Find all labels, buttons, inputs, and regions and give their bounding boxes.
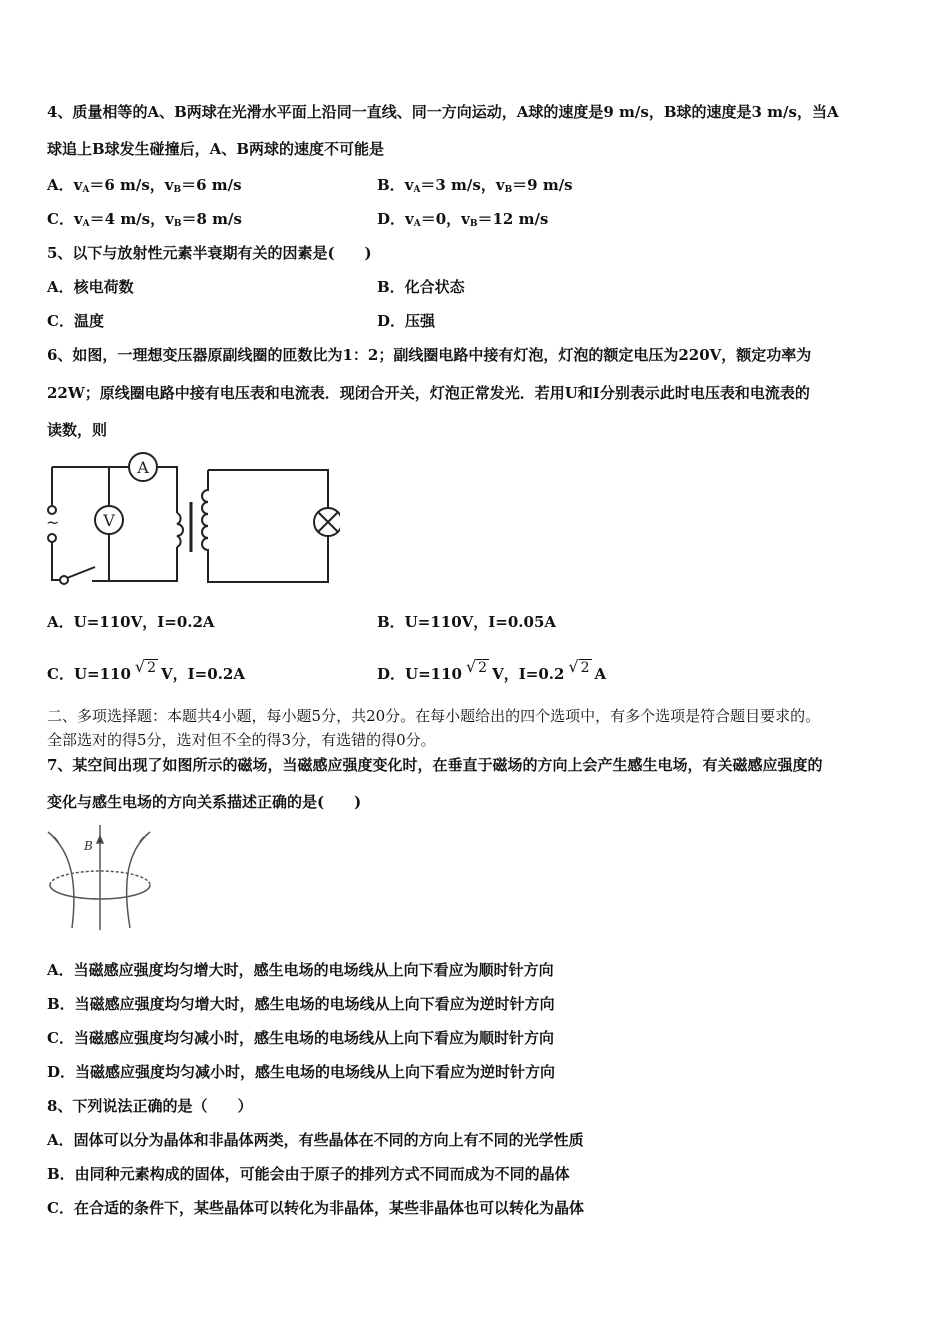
q7-option-d: D．当磁感应强度均匀减小时，感生电场的电场线从上向下看应为逆时针方向 bbox=[47, 1063, 556, 1081]
q4-option-b: B．$v_A=3$ m/s，$v_B=9$ m/s bbox=[377, 176, 573, 195]
section2-instructions-line2: 全部选对的得5分，选对但不全的得3分，有选错的得0分。 bbox=[47, 731, 436, 749]
sqrt-icon: √ 2 bbox=[568, 657, 590, 676]
q4-option-d: D．$v_A=0$，$v_B=12$ m/s bbox=[377, 210, 549, 229]
voltmeter-label: V bbox=[103, 511, 115, 530]
q8-option-b: B．由同种元素构成的固体，可能会由于原子的排列方式不同而成为不同的晶体 bbox=[47, 1165, 570, 1183]
sqrt-icon: √ 2 bbox=[465, 657, 488, 676]
section2-instructions-line1: 二、多项选择题：本题共4小题，每小题5分，共20分。在每小题给出的四个选项中，有多个选项是符合题目要求的。 bbox=[47, 707, 821, 725]
sqrt-icon: √ 2 bbox=[134, 657, 157, 676]
q7-stem-line2: 变化与感生电场的方向关系描述正确的是( ) bbox=[47, 793, 362, 811]
q5-option-c: C．温度 bbox=[47, 312, 104, 330]
q5-option-d: D．压强 bbox=[377, 312, 436, 330]
q6-option-b: B．U=110V，I=0.05A bbox=[377, 613, 557, 631]
q7-option-b: B．当磁感应强度均匀增大时，感生电场的电场线从上向下看应为逆时针方向 bbox=[47, 995, 555, 1013]
q8-option-a: A．固体可以分为晶体和非晶体两类，有些晶体在不同的方向上有不同的光学性质 bbox=[47, 1131, 584, 1149]
q4-stem-line1: 4、质量相等的A、B两球在光滑水平面上沿同一直线、同一方向运动，A球的速度是9 m/s，B球的速度是3 m/s，当A bbox=[47, 103, 839, 121]
transformer-circuit-diagram bbox=[40, 440, 340, 600]
q7-option-a: A．当磁感应强度均匀增大时，感生电场的电场线从上向下看应为顺时针方向 bbox=[47, 961, 554, 979]
arrow-up-icon bbox=[97, 836, 103, 843]
q7-option-c: C．当磁感应强度均匀减小时，感生电场的电场线从上向下看应为顺时针方向 bbox=[47, 1029, 554, 1047]
q6-stem-line1: 6、如图，一理想变压器原副线圈的匝数比为1：2；副线圈电路中接有灯泡，灯泡的额定电压为220V，额定功率为 bbox=[47, 346, 812, 364]
field-label-b: B bbox=[84, 839, 93, 853]
q6-stem-line3: 读数，则 bbox=[47, 421, 108, 439]
ac-source-label: ~ bbox=[46, 513, 60, 532]
terminal-icon bbox=[48, 534, 56, 542]
magnetic-field-diagram bbox=[40, 820, 170, 940]
q4-option-c: C．$v_A=4$ m/s，$v_B=8$ m/s bbox=[47, 210, 242, 229]
q8-stem: 8、下列说法正确的是（ ） bbox=[47, 1097, 253, 1115]
q7-stem-line1: 7、某空间出现了如图所示的磁场，当磁感应强度变化时，在垂直于磁场的方向上会产生感生电场，有关磁感应强度的 bbox=[47, 756, 823, 774]
q6-stem-line2: 22W；原线圈电路中接有电压表和电流表．现闭合开关，灯泡正常发光．若用U和I分别表示此时电压表和电流表的 bbox=[47, 384, 810, 402]
q6-option-d: D．U=110 √ 2 V，I=0.2 √ 2 A bbox=[377, 657, 607, 683]
ammeter-label: A bbox=[137, 458, 149, 477]
q5-stem: 5、以下与放射性元素半衰期有关的因素是( ) bbox=[47, 244, 372, 262]
q5-option-a: A．核电荷数 bbox=[47, 278, 134, 296]
q4-stem-line2: 球追上B球发生碰撞后，A、B两球的速度不可能是 bbox=[47, 140, 384, 158]
q5-option-b: B．化合状态 bbox=[377, 278, 465, 296]
q8-option-c: C．在合适的条件下，某些晶体可以转化为非晶体，某些非晶体也可以转化为晶体 bbox=[47, 1199, 584, 1217]
q6-option-a: A．U=110V，I=0.2A bbox=[47, 613, 215, 631]
q6-option-c: C．U=110 √ 2 V，I=0.2A bbox=[47, 657, 245, 683]
q4-option-a: A．$v_A=6$ m/s，$v_B=6$ m/s bbox=[47, 176, 242, 195]
